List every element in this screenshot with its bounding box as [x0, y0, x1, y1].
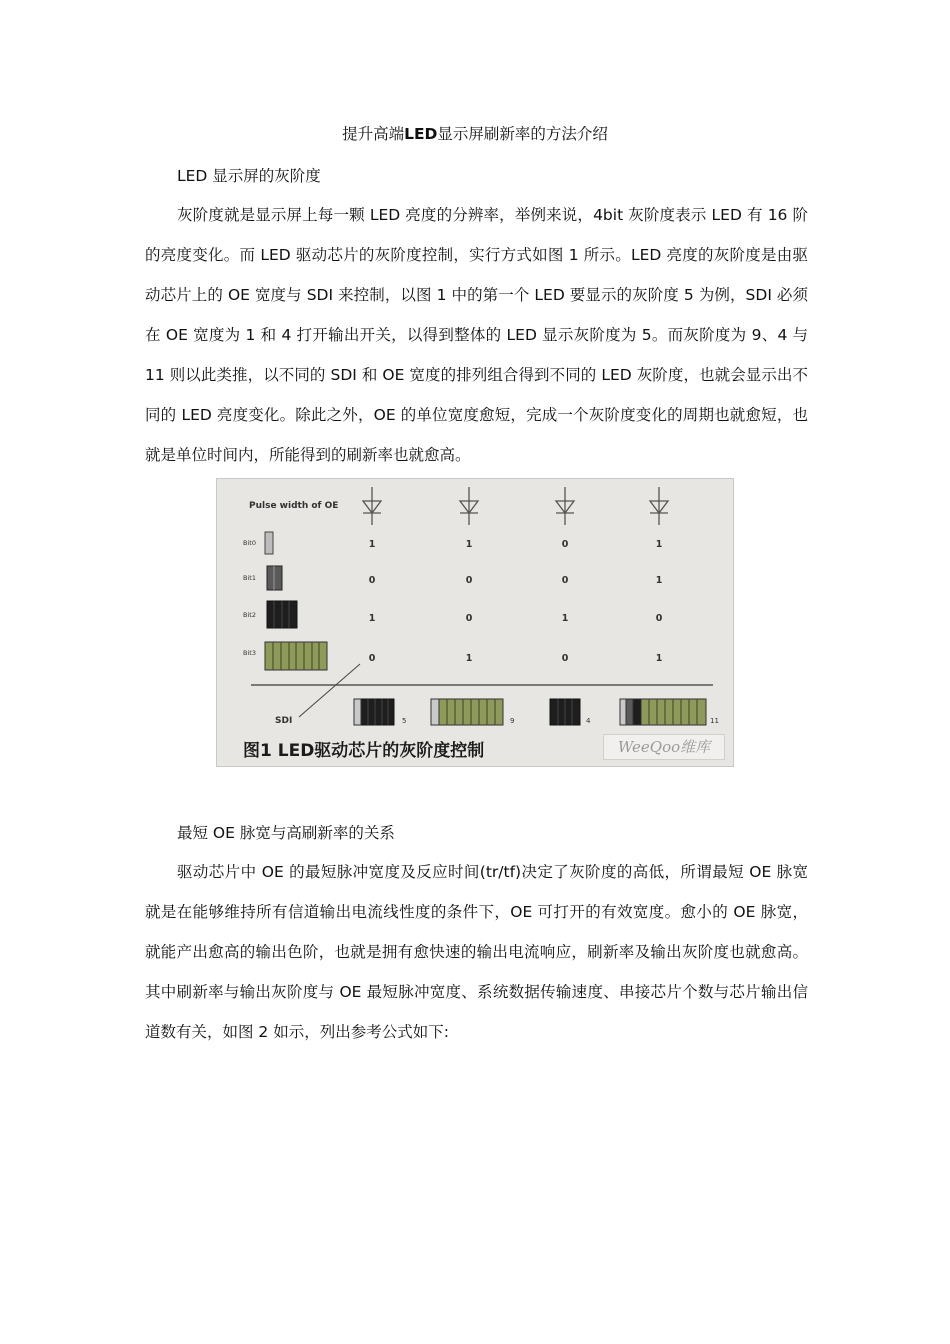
matrix-cell: 1: [368, 539, 376, 550]
matrix-cell: 1: [655, 575, 663, 586]
oe-pulse-bit3: [265, 642, 327, 670]
oe-pulse-bit0: [265, 532, 273, 554]
figure-1: [216, 478, 734, 767]
matrix-cell: 0: [368, 575, 376, 586]
matrix-cell: 1: [561, 613, 569, 624]
bit-label: Bit1: [243, 574, 256, 582]
matrix-cell: 1: [368, 613, 376, 624]
sdi-total: 4: [586, 717, 591, 725]
document-title: 提升高端LED显示屏刷新率的方法介绍: [342, 125, 608, 143]
sdi-total: 9: [510, 717, 515, 725]
section-heading-oe-pulse: 最短 OE 脉宽与高刷新率的关系: [177, 824, 395, 842]
sdi-total: 11: [710, 717, 719, 725]
watermark-logo: WeeQoo维库: [603, 734, 725, 760]
section-heading-grayscale: LED 显示屏的灰阶度: [177, 167, 321, 185]
led-diode-icon: [460, 487, 478, 525]
sdi-total: 5: [402, 717, 407, 725]
matrix-cell: 0: [465, 613, 473, 624]
sdi-pointer: [299, 664, 360, 717]
bit-label: Bit0: [243, 539, 256, 547]
sdi-block-4: [620, 699, 706, 725]
led-diode-icon: [650, 487, 668, 525]
led-diode-icon: [363, 487, 381, 525]
matrix-cell: 0: [655, 613, 663, 624]
oe-pulse-bit2: [267, 601, 297, 628]
led-diode-icon: [556, 487, 574, 525]
figure-caption: 图1 LED驱动芯片的灰阶度控制: [243, 741, 485, 761]
matrix-cell: 0: [465, 575, 473, 586]
sdi-block-3: [550, 699, 580, 725]
sdi-label: SDI: [275, 716, 293, 726]
matrix-cell: 0: [561, 575, 569, 586]
pulse-width-label: Pulse width of OE: [249, 501, 339, 511]
sdi-block-1: [354, 699, 394, 725]
matrix-cell: 1: [465, 653, 473, 664]
matrix-cell: 0: [561, 653, 569, 664]
oe-pulse-bit1: [267, 566, 282, 590]
figure-1-diagram: [217, 479, 734, 767]
paragraph-oe-pulse: 驱动芯片中 OE 的最短脉冲宽度及反应时间(tr/tf)决定了灰阶度的高低，所谓最短 OE 脉宽就是在能够维持所有信道输出电流线性度的条件下，OE 可打开的有效宽度。愈小的 OE 脉宽，就能产出愈高的输出色阶，也就是拥有愈快速的输出电流响应，刷新率及输出灰阶度也就愈高。其中刷新率与输出灰阶度与 OE 最短脉冲宽度、系统数据传输速度、串接芯片个数与芯片输出信道数有关，如图 2 如示，列出参考公式如下:: [145, 863, 808, 1041]
matrix-cell: 0: [561, 539, 569, 550]
matrix-cell: 1: [655, 539, 663, 550]
bit-label: Bit3: [243, 649, 256, 657]
bit-label: Bit2: [243, 611, 256, 619]
matrix-cell: 1: [465, 539, 473, 550]
matrix-cell: 1: [655, 653, 663, 664]
sdi-block-2: [431, 699, 503, 725]
paragraph-grayscale: 灰阶度就是显示屏上每一颗 LED 亮度的分辨率，举例来说，4bit 灰阶度表示 LED 有 16 阶的亮度变化。而 LED 驱动芯片的灰阶度控制，实行方式如图 1 所示。LED 亮度的灰阶度是由驱动芯片上的 OE 宽度与 SDI 来控制，以图 1 中的第一个 LED 要显示的灰阶度 5 为例，SDI 必须在 OE 宽度为 1 和 4 打开输出开关，以得到整体的 LED 显示灰阶度为 5。而灰阶度为 9、4 与 11 则以此类推，以不同的 SDI 和 OE 宽度的排列组合得到不同的 LED 灰阶度，也就会显示出不同的 LED 亮度变化。除此之外，OE 的单位宽度愈短，完成一个灰阶度变化的周期也就愈短，也就是单位时间内，所能得到的刷新率也就愈高。: [145, 206, 808, 464]
matrix-cell: 0: [368, 653, 376, 664]
